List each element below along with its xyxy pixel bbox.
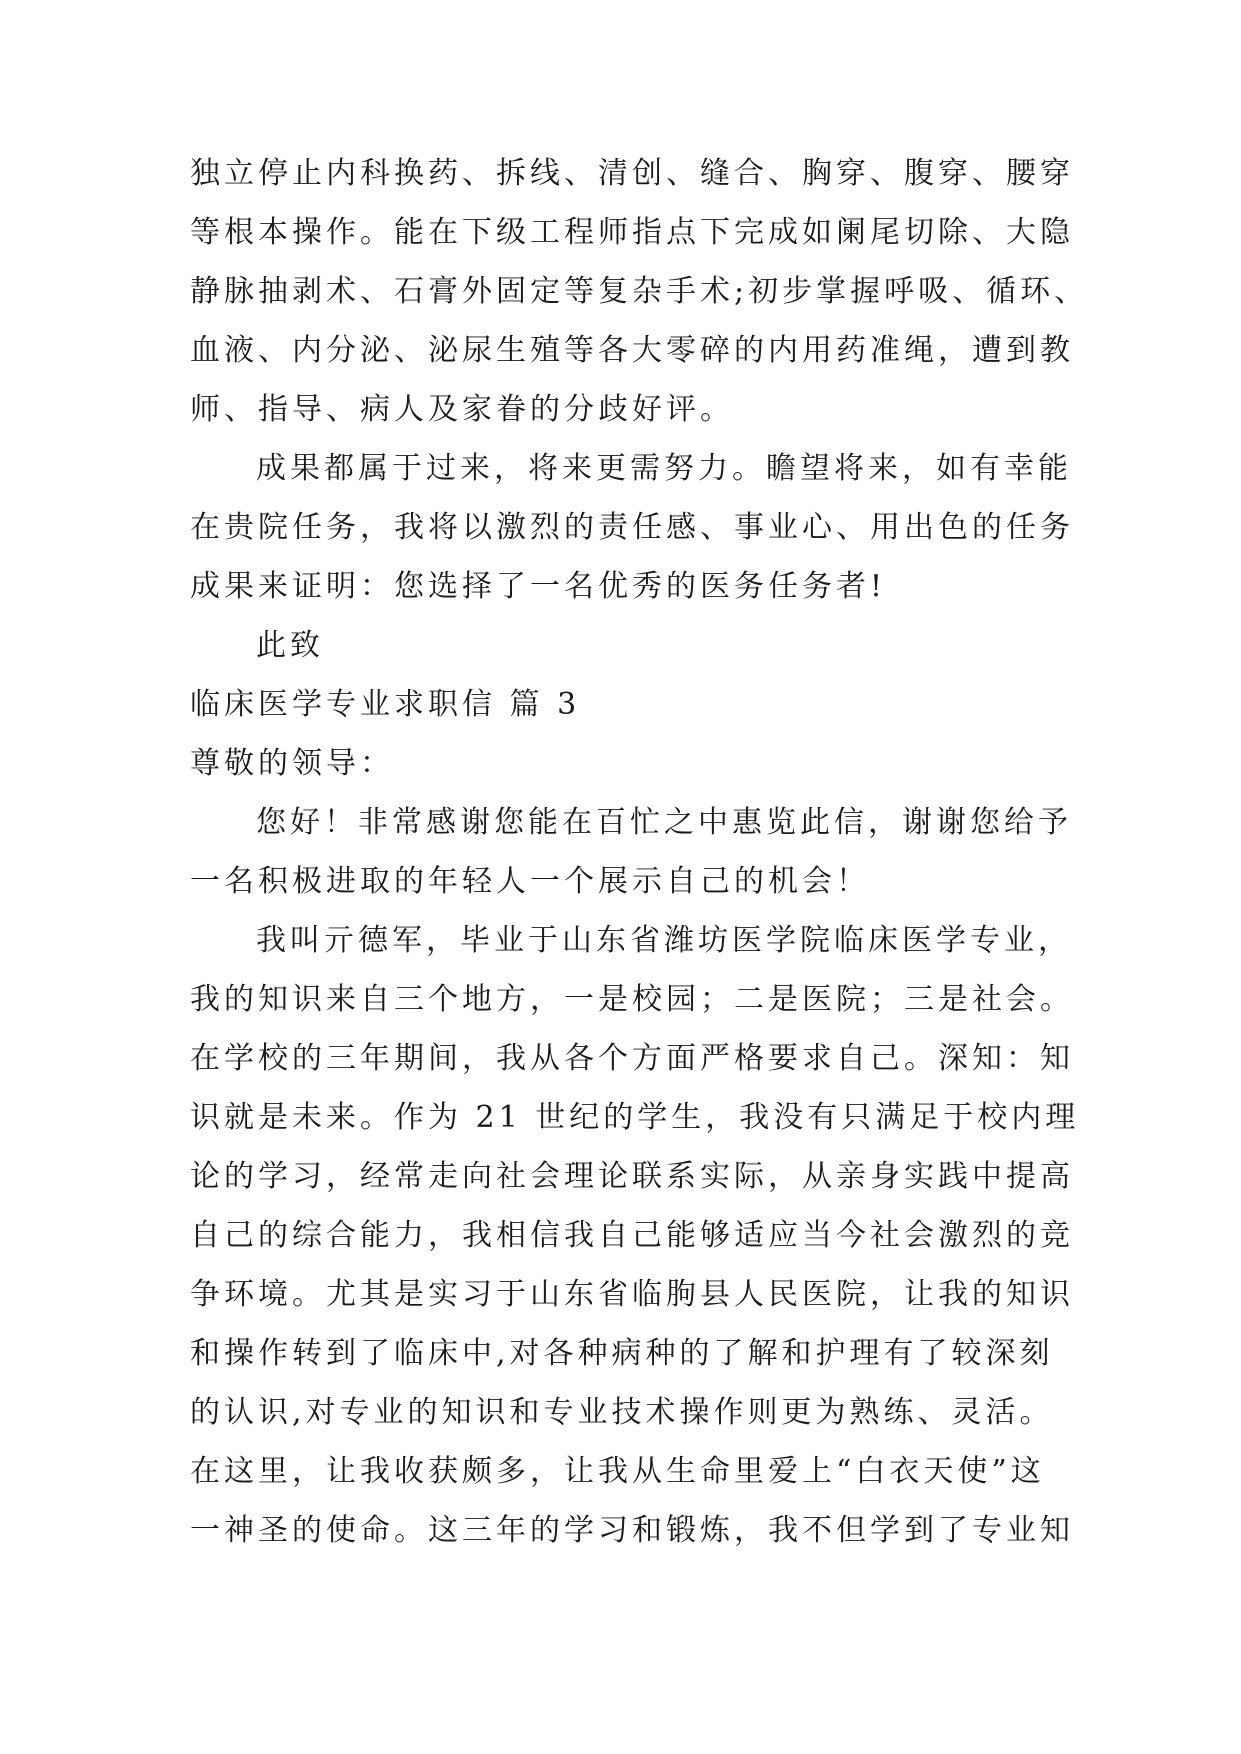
text-line: 的认识,对专业的知识和专业技术操作则更为熟练、灵活。: [190, 1395, 1054, 1430]
closing-text: 此致: [256, 628, 324, 663]
text-line: 静脉抽剥术、石膏外固定等复杂手术;初步掌握呼吸、循环、: [190, 274, 1089, 309]
text-line: 一名积极进取的年轻人一个展示自己的机会！: [190, 864, 870, 899]
text-line: 您好！非常感谢您能在百忙之中惠览此信，谢谢您给予: [256, 805, 1072, 840]
text-line: 争环境。尤其是实习于山东省临朐县人民医院，让我的知识: [190, 1277, 1074, 1312]
text-line: 我的知识来自三个地方，一是校园；二是医院；三是社会。: [190, 982, 1074, 1017]
section-title: 临床医学专业求职信 篇 3: [190, 687, 581, 722]
text-line: 在学校的三年期间，我从各个方面严格要求自己。深知：知: [190, 1041, 1074, 1076]
text-line: 一神圣的使命。这三年的学习和锻炼，我不但学到了专业知: [190, 1513, 1074, 1548]
text-line: 师、指导、病人及家眷的分歧好评。: [190, 392, 734, 427]
text-line: 成果都属于过来，将来更需努力。瞻望将来，如有幸能: [256, 451, 1072, 486]
text-line: 血液、内分泌、泌尿生殖等各大零碎的内用药准绳，遭到教: [190, 333, 1074, 368]
text-line: 在这里，让我收获颇多，让我从生命里爱上“白衣天使”这: [190, 1454, 1045, 1489]
text-line: 我叫亓德军，毕业于山东省潍坊医学院临床医学专业，: [256, 923, 1072, 958]
text-line: 和操作转到了临床中,对各种病种的了解和护理有了较深刻: [190, 1336, 1054, 1371]
text-line: 独立停止内科换药、拆线、清创、缝合、胸穿、腹穿、腰穿: [190, 156, 1074, 191]
text-line: 识就是未来。作为 21 世纪的学生，我没有只满足于校内理: [190, 1100, 1080, 1135]
text-line: 论的学习，经常走向社会理论联系实际，从亲身实践中提高: [190, 1159, 1074, 1194]
text-line: 成果来证明：您选择了一名优秀的医务任务者!: [190, 569, 887, 604]
salutation: 尊敬的领导：: [190, 746, 394, 781]
text-line: 在贵院任务，我将以激烈的责任感、事业心、用出色的任务: [190, 510, 1074, 545]
text-line: 自己的综合能力，我相信我自己能够适应当今社会激烈的竞: [190, 1218, 1074, 1253]
text-line: 等根本操作。能在下级工程师指点下完成如阑尾切除、大隐: [190, 215, 1074, 250]
